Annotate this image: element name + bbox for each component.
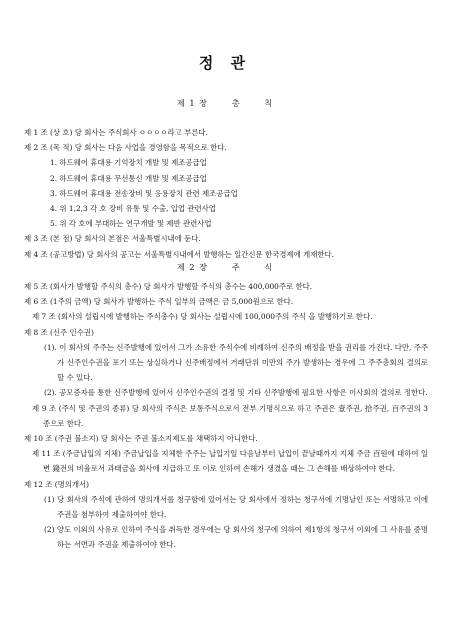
article-1: 제 1 조 (상 호) 당 회사는 주식회사 ㅇㅇㅇㅇ라고 부른다.	[24, 128, 208, 137]
document-title: 정 관	[198, 54, 252, 72]
chapter-2-body	[24, 279, 428, 553]
article-11: 제 11 조 (주금납입의 지체) 주금납입을 지체한 주주는 납입기일 다음날부터 납입이 끝날때까지 지체 주금 百원에 대하여 일변 錢전의 비율로서 과태금을 회사에 지급하고 또 이로 인하여 손해가 생겼을 때는 그 손해를 배상하여야 한다.	[32, 449, 428, 474]
article-10: 제 10 조 (주권 불소지) 당 회사는 주권 불소지제도를 채택하지 아니한다.	[24, 434, 258, 444]
article-2-item: 3. 하드웨어 휴대용 전송장비 및 응용장치 관련 제조공급업	[50, 188, 238, 198]
chapter-1-heading	[0, 98, 450, 109]
chapter-2-number: 제 2 장	[176, 262, 209, 272]
article-5: 제 5 조 (회사가 발행할 주식의 총수) 당 회사가 발행할 주식의 총수는 400,000주로 한다.	[24, 282, 313, 291]
article-12: 제 12 조 (명의개서)	[24, 479, 90, 489]
article-2: 제 2 조 (목 적) 당 회사는 다음 사업을 경영함을 목적으로 한다.	[24, 143, 227, 153]
article-8-item: (1). 이 회사의 주주는 신주발행에 있어서 그가 소유한 주식수에 비례하여 신주의 배정을 받을 권리를 가진다. 다만, 주주가 신주인수권을 포기 또는 상실하거나 신주배정에서 거래단위 미만의 주가 발생하는 경우에 그 주주총회의 결의로 할 수 있다.	[44, 342, 428, 383]
chapter-2-heading	[0, 262, 450, 273]
article-12-item: (2) 양도 이외의 사유로 인하여 주식을 취득한 경우에는 당 회사의 청구에 의하여 제1항의 청구서 이외에 그 사유를 증명하는 서면과 주권을 제출하여야 한다.	[44, 525, 428, 550]
article-2-item: 1. 하드웨어 휴대용 기억장치 개발 및 제조공급업	[50, 158, 207, 168]
chapter-1-number: 제 1 장	[176, 98, 209, 108]
article-12-item: (1) 당 회사의 주식에 관하여 명의개서를 청구함에 있어서는 당 회사에서 정하는 청구서에 기명날인 또는 서명하고 이에 주권을 첨부하여 제출하여야 한다.	[44, 494, 428, 520]
article-2-item: 4. 위 1,2,3 각 호 장비 유통 및 수출, 입업 관련사업	[50, 204, 216, 214]
chapter-1-body	[24, 125, 428, 262]
chapter-2-char-1: 주	[231, 262, 241, 272]
article-2-item: 5. 위 각 호에 부대하는 연구개발 및 제반 관련사업	[50, 219, 212, 229]
article-4: 제 4 조 (공고방법) 당 회사의 공고는 서울특별시내에서 발행하는 일간신문 한국경제에 게재한다.	[24, 249, 334, 259]
article-6: 제 6 조 (1주의 금액) 당 회사가 발행하는 주식 일부의 금액은 금 5,000원으로 한다.	[24, 297, 294, 307]
chapter-1-char-2: 칙	[264, 98, 274, 108]
article-3: 제 3 조 (본 점) 당 회사의 본점은 서울특별시내에 둔다.	[24, 234, 201, 244]
chapter-2-char-2: 식	[264, 262, 274, 272]
article-2-item: 2. 하드웨어 휴대용 무선통신 개발 및 제조공급업	[50, 173, 207, 183]
chapter-1-char-1: 총	[231, 98, 241, 108]
article-7: 제 7 조 (회사의 설립시에 발행하는 주식총수) 당 회사는 설립시에 100,000주의 주식 을 발행하기로 한다.	[32, 312, 373, 322]
article-8: 제 8 조 (신주 인수권)	[24, 327, 94, 337]
article-8-item: (2). 공모증자를 통한 신주발행에 있어서 신주인수권의 결정 및 기타 신주발행에 필요한 사항은 이사회의 결의로 정한다.	[44, 388, 428, 398]
article-9: 제 9 조 (주식 및 주권의 종류) 당 회사의 주식은 보통주식으로서 전부 기명식으로 하고 주권은 壹주권, 拾주권, 百주권의 3종으로 한다.	[32, 403, 428, 428]
